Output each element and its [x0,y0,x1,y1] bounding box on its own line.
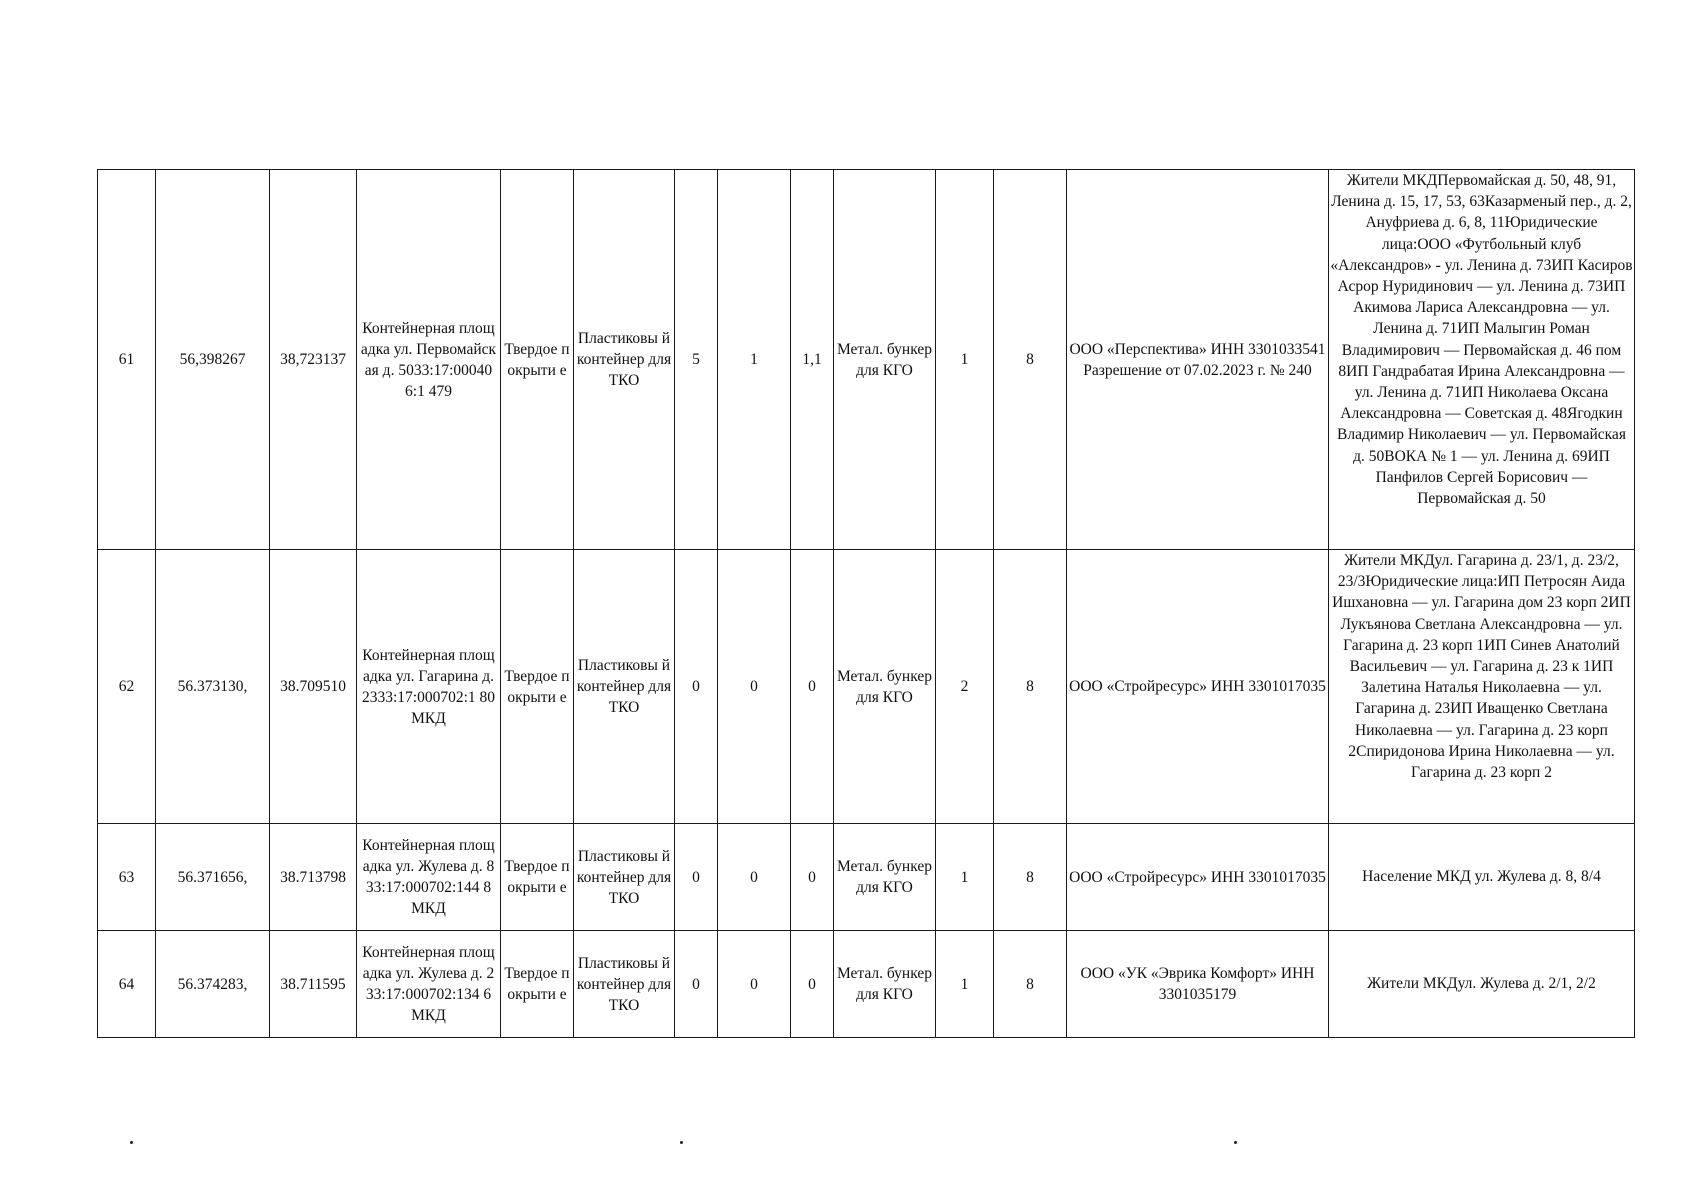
container-type: Пластиковы й контейнер для ТКО [574,824,675,931]
scan-speck [1234,1141,1237,1144]
surface-type: Твердое покрыти е [501,824,574,931]
container-count-fact: 0 [718,550,791,824]
container-count-fact: 0 [718,824,791,931]
latitude: 56.371656, [156,824,270,931]
surface-type: Твердое покрыти е [501,931,574,1038]
surface-type: Твердое покрыти е [501,550,574,824]
container-count-fact: 0 [718,931,791,1038]
row-number: 63 [98,824,156,931]
bunker-type: Метал. бункер для КГО [834,824,936,931]
latitude: 56.374283, [156,931,270,1038]
longitude: 38.709510 [270,550,357,824]
longitude: 38.711595 [270,931,357,1038]
bunker-volume: 8 [994,170,1067,550]
container-count-plan: 0 [675,550,718,824]
bunker-type: Метал. бункер для КГО [834,931,936,1038]
waste-producers: Население МКД ул. Жулева д. 8, 8/4 [1329,824,1635,931]
bunker-volume: 8 [994,824,1067,931]
scan-speck [130,1141,133,1144]
scan-speck [680,1141,683,1144]
waste-producers: Жители МКДул. Жулева д. 2/1, 2/2 [1329,931,1635,1038]
table-row [98,550,1635,824]
longitude: 38.713798 [270,824,357,931]
row-number: 62 [98,550,156,824]
site-owner: ООО «Перспектива» ИНН 3301033541 Разрешение от 07.02.2023 г. № 240 [1067,170,1329,550]
bunker-count: 1 [936,824,994,931]
site-address: Контейнерная площадка ул. Гагарина д. 2333:17:000702:1 80 МКД [357,550,501,824]
container-type: Пластиковы й контейнер для ТКО [574,931,675,1038]
bunker-count: 1 [936,931,994,1038]
table-row [98,824,1635,931]
site-owner: ООО «Стройресурс» ИНН 3301017035 [1067,824,1329,931]
container-type: Пластиковы й контейнер для ТКО [574,170,675,550]
waste-producers: Жители МКДПервомайская д. 50, 48, 91, Ленина д. 15, 17, 53, 63Казарменый пер., д. 2, Ануфриева д. 6, 8, 11Юридические лица:ООО «Футбольный клуб «Александров» - ул. Ленина д. 73ИП Касиров Асрор Нуридинович — ул. Ленина д. 73ИП Акимова Лариса Александровна — ул. Ленина д. 71ИП Малыгин Роман Владимирович — Первомайская д. 46 пом 8ИП Гандрабатая Ирина Александровна — ул. Ленина д. 71ИП Николаева Оксана Александровна — Советская д. 48Ягодкин Владимир Николаевич — ул. Первомайская д. 50ВОКА № 1 — ул. Ленина д. 69ИП Панфилов Сергей Борисович — Первомайская д. 50 [1329,170,1635,550]
container-volume: 0 [791,931,834,1038]
bunker-type: Метал. бункер для КГО [834,550,936,824]
latitude: 56.373130, [156,550,270,824]
bunker-volume: 8 [994,931,1067,1038]
bunker-type: Метал. бункер для КГО [834,170,936,550]
site-address: Контейнерная площадка ул. Жулева д. 8 33:17:000702:144 8 МКД [357,824,501,931]
row-number: 64 [98,931,156,1038]
container-count-plan: 0 [675,931,718,1038]
site-owner: ООО «УК «Эврика Комфорт» ИНН 3301035179 [1067,931,1329,1038]
waste-producers: Жители МКДул. Гагарина д. 23/1, д. 23/2, 23/3Юридические лица:ИП Петросян Аида Ишхановна — ул. Гагарина дом 23 корп 2ИП Лукъянова Светлана Александровна — ул. Гагарина д. 23 корп 1ИП Синев Анатолий Васильевич — ул. Гагарина д. 23 к 1ИП Залетина Наталья Николаевна — ул. Гагарина д. 23ИП Иващенко Светлана Николаевна — ул. Гагарина д. 23 корп 2Спиридонова Ирина Николаевна — ул. Гагарина д. 23 корп 2 [1329,550,1635,824]
bunker-count: 1 [936,170,994,550]
container-count-plan: 5 [675,170,718,550]
table-row [98,170,1635,550]
container-sites-table [97,169,1635,1038]
row-number: 61 [98,170,156,550]
site-address: Контейнерная площадка ул. Первомайская д. 5033:17:000406:1 479 [357,170,501,550]
container-volume: 1,1 [791,170,834,550]
surface-type: Твердое покрыти е [501,170,574,550]
longitude: 38,723137 [270,170,357,550]
container-volume: 0 [791,824,834,931]
table-row [98,931,1635,1038]
container-volume: 0 [791,550,834,824]
bunker-count: 2 [936,550,994,824]
bunker-volume: 8 [994,550,1067,824]
site-owner: ООО «Стройресурс» ИНН 3301017035 [1067,550,1329,824]
container-type: Пластиковы й контейнер для ТКО [574,550,675,824]
site-address: Контейнерная площадка ул. Жулева д. 2 33:17:000702:134 6 МКД [357,931,501,1038]
latitude: 56,398267 [156,170,270,550]
container-count-plan: 0 [675,824,718,931]
container-count-fact: 1 [718,170,791,550]
